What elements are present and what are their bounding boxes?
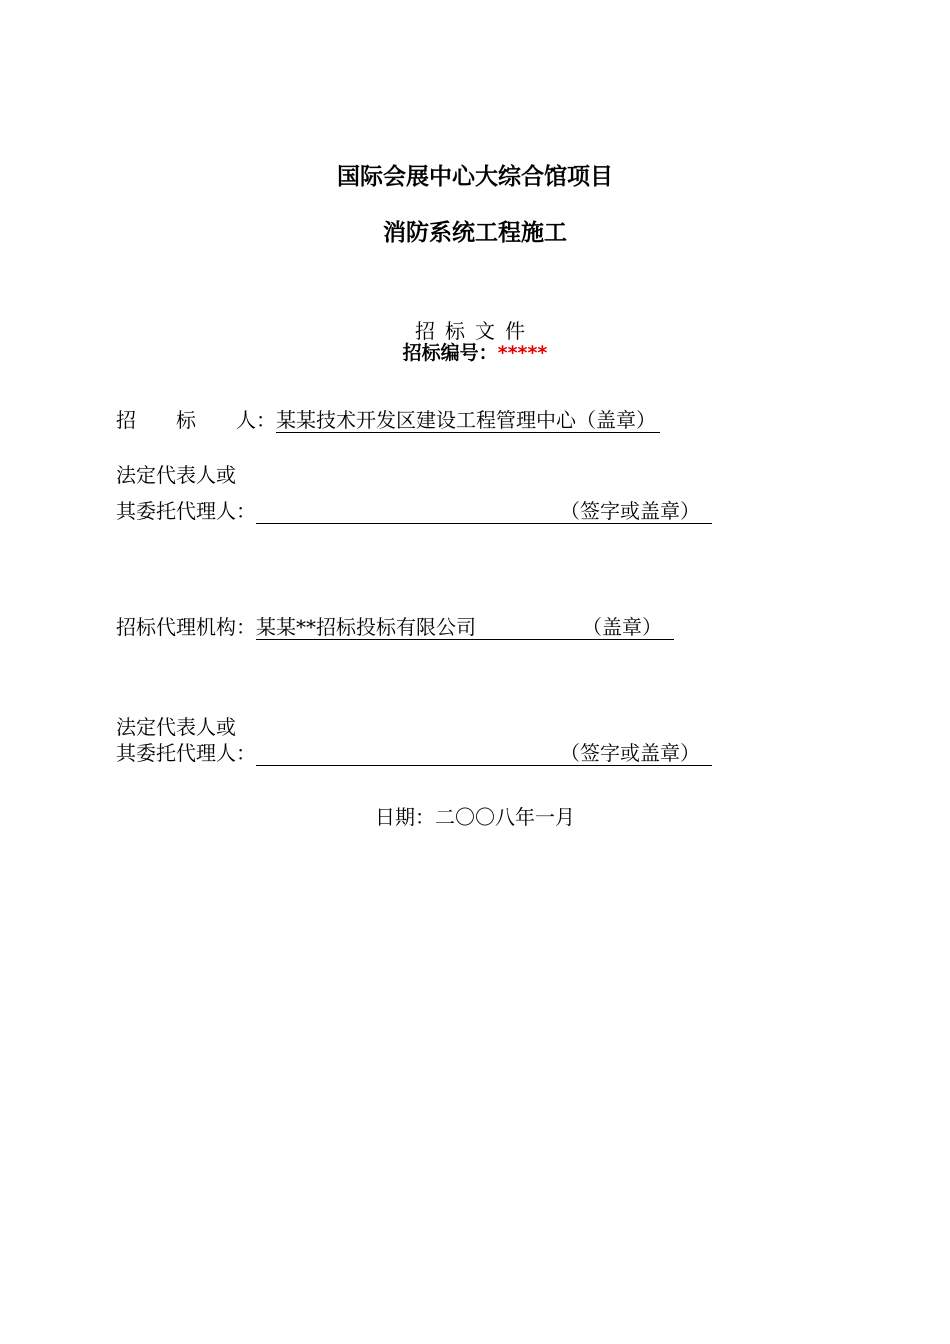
legal-rep-2-label: 其委托代理人：: [116, 741, 256, 765]
document-date: 日期：二〇〇八年一月: [375, 805, 575, 829]
tenderer-label: 招 标 人：: [116, 408, 276, 432]
legal-rep-1-suffix: （签字或盖章）: [560, 499, 700, 523]
legal-rep-1-line1: 法定代表人或: [116, 463, 236, 487]
agency-row: [116, 611, 674, 640]
legal-rep-2-signature-line: [256, 741, 712, 766]
bid-number-value: *****: [497, 342, 548, 364]
legal-rep-1-row: [116, 495, 712, 524]
bid-number: [0, 338, 950, 365]
title-line-1: 国际会展中心大综合馆项目: [337, 164, 613, 190]
agency-value: 某某**招标投标有限公司: [256, 615, 476, 639]
legal-rep-1-signature-line: [256, 499, 712, 524]
legal-rep-2-line1: 法定代表人或: [116, 715, 236, 739]
legal-rep-2-row: [116, 737, 712, 766]
tenderer-row: [116, 404, 660, 433]
agency-line: [256, 615, 674, 640]
bid-number-label: 招标编号：: [402, 342, 498, 364]
agency-label: 招标代理机构：: [116, 615, 256, 639]
agency-suffix: （盖章）: [582, 615, 662, 639]
legal-rep-1-label: 其委托代理人：: [116, 499, 256, 523]
title-line-2: 消防系统工程施工: [383, 220, 567, 246]
tenderer-value: 某某技术开发区建设工程管理中心（盖章）: [276, 408, 660, 433]
document-type: 招标文件: [415, 319, 535, 343]
legal-rep-2-suffix: （签字或盖章）: [560, 741, 700, 765]
